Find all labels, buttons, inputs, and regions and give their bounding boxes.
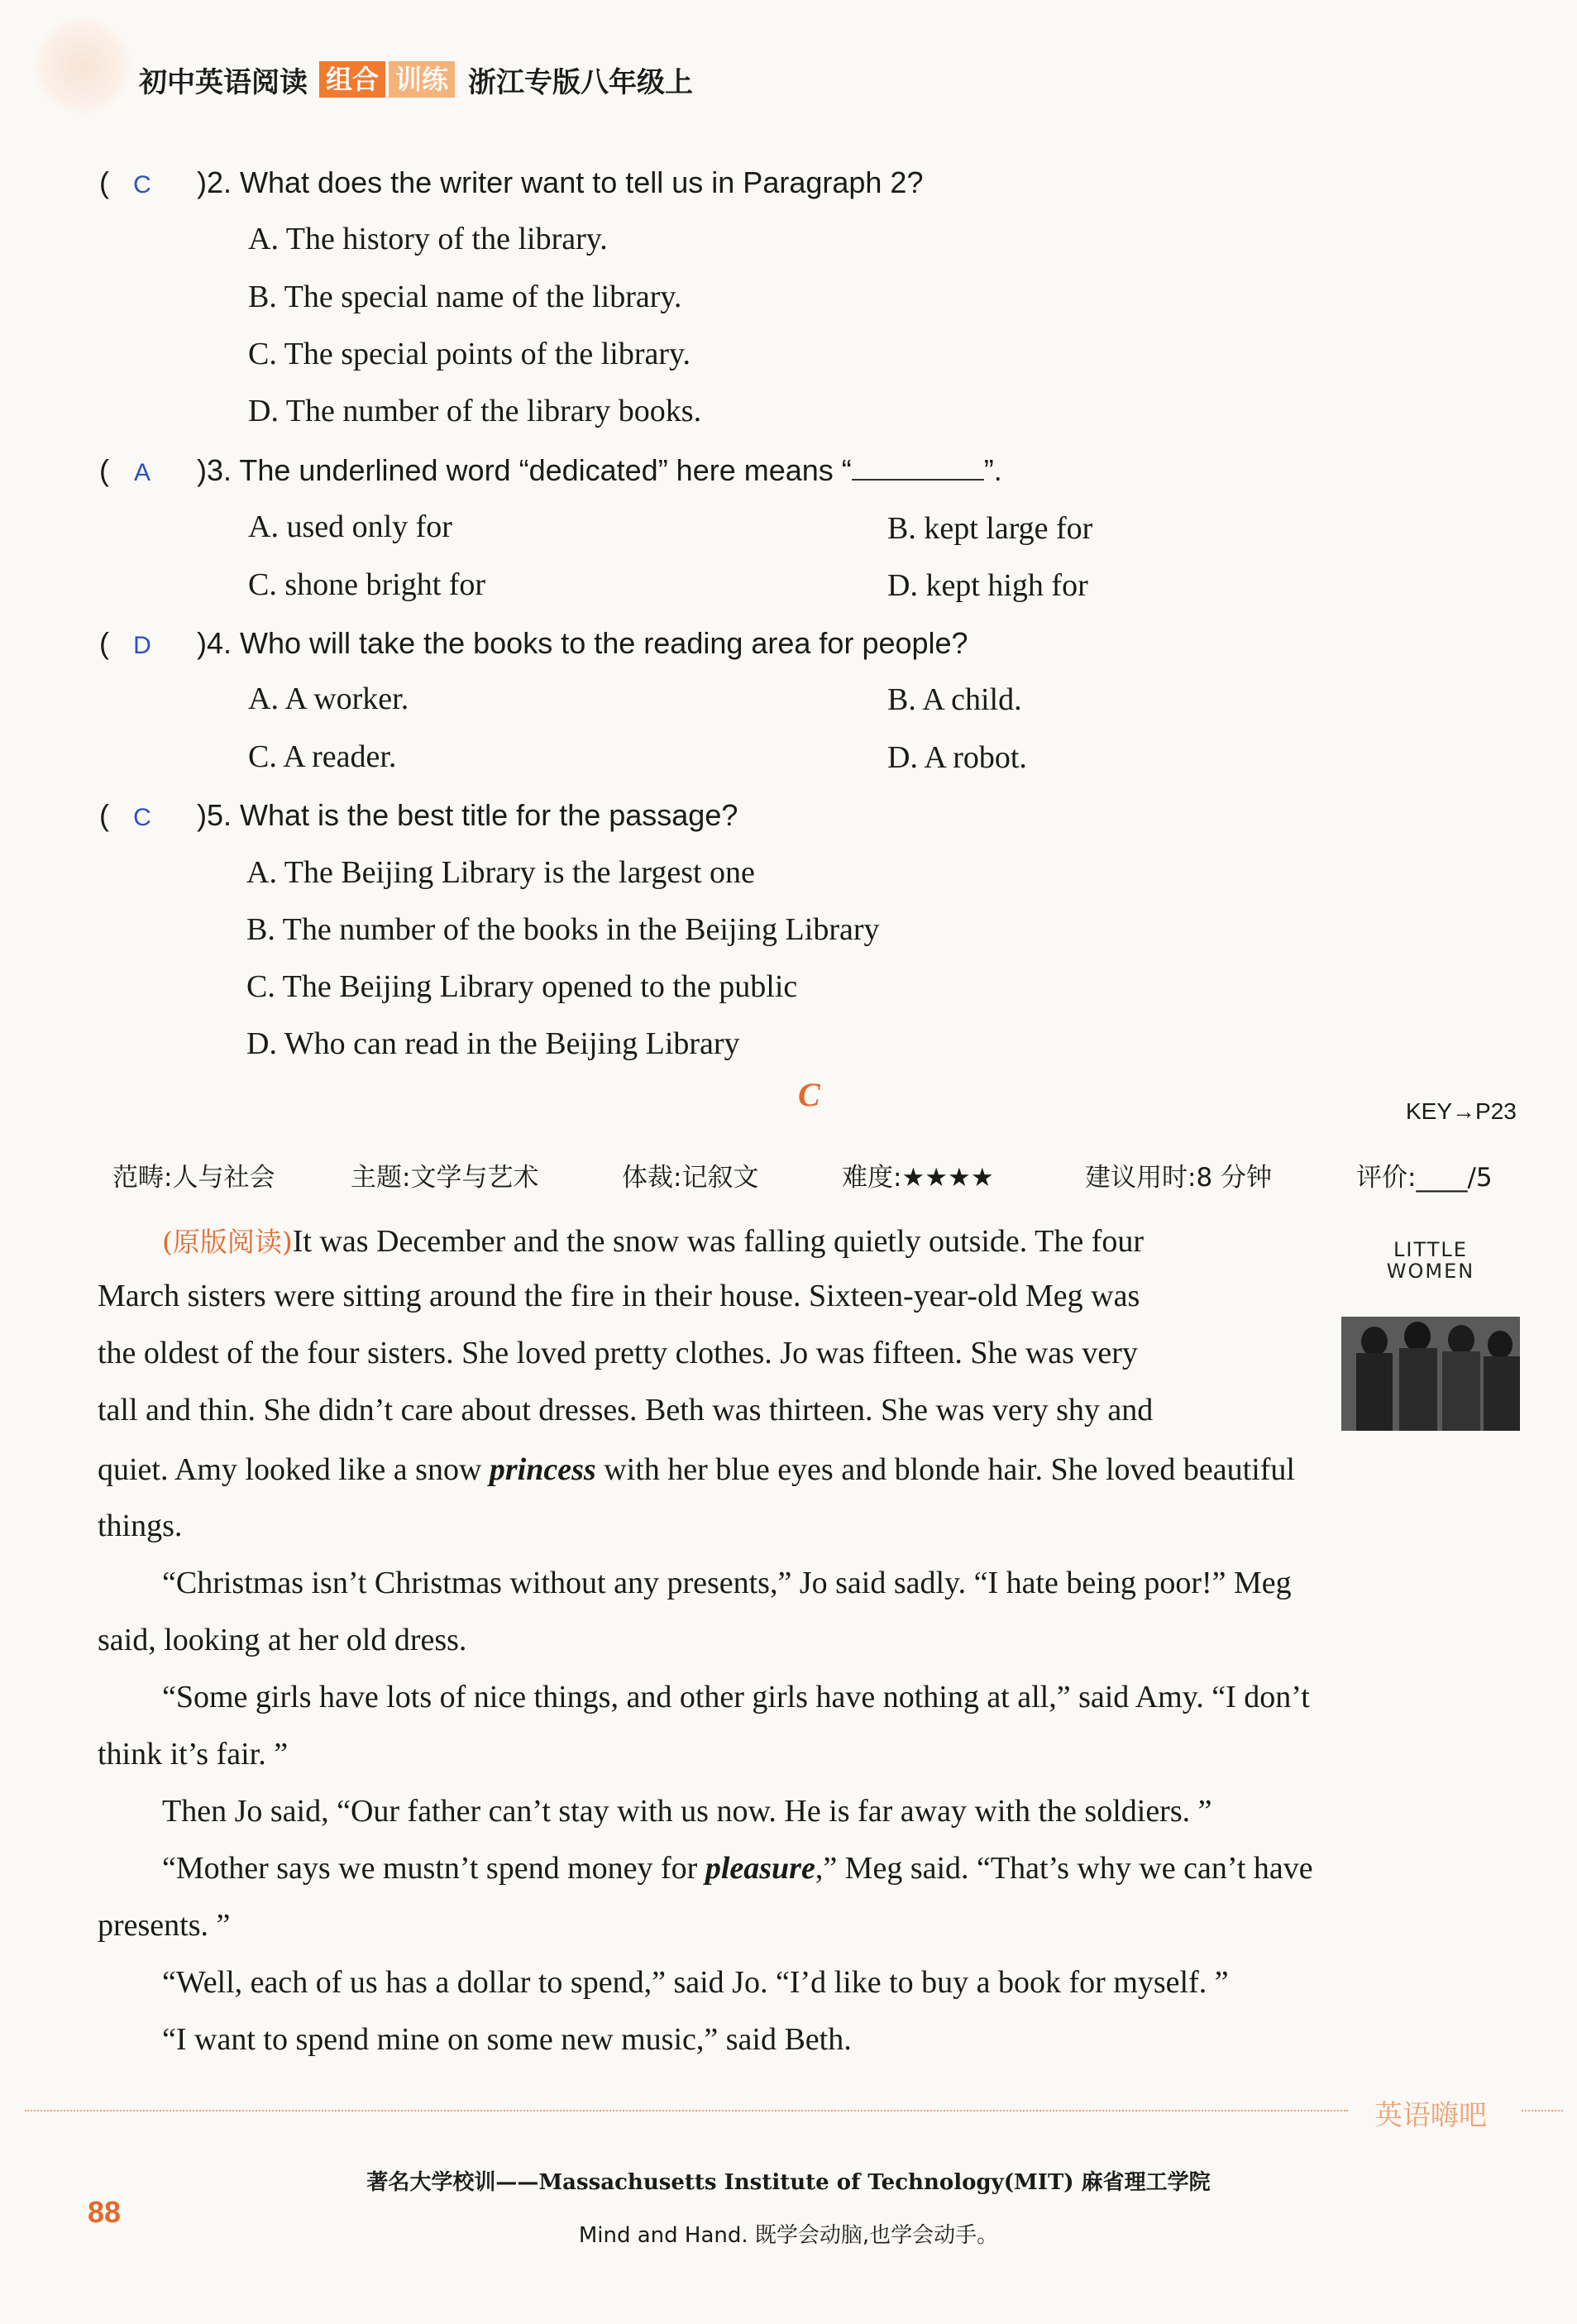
question-number: )3. bbox=[197, 453, 232, 487]
answer-mark: C bbox=[133, 804, 151, 831]
option: D. kept high for bbox=[887, 568, 1088, 603]
footer-divider bbox=[25, 2110, 1348, 2111]
footer-brand: 英语嗨吧 bbox=[1374, 2099, 1487, 2132]
option: C. shone bright for bbox=[248, 567, 486, 602]
option: A. used only for bbox=[248, 509, 452, 544]
option: B. The special name of the library. bbox=[248, 280, 682, 314]
book-series: 初中英语阅读 bbox=[139, 65, 308, 99]
passage-line: quiet. Amy looked like a snow princess with her blue eyes and blonde hair. She loved beautiful bbox=[98, 1452, 1295, 1487]
passage-line: Then Jo said, “Our father can’t stay with us now. He is far away with the soldiers. ” bbox=[162, 1794, 1212, 1829]
question-5: ( C )5. What is the best title for the passage? bbox=[99, 798, 738, 832]
cover-title-line1: LITTLE bbox=[1393, 1238, 1468, 1261]
question-text-end: ”. bbox=[983, 453, 1002, 487]
question-2: ( C )2. What does the writer want to tell us in Paragraph 2? bbox=[99, 165, 924, 199]
meta-rating: 评价:____/5 bbox=[1356, 1163, 1493, 1193]
question-number: )2. bbox=[197, 165, 232, 199]
passage-line: “Well, each of us has a dollar to spend,” said Jo. “I’d like to buy a book for myself. ” bbox=[162, 1965, 1229, 2000]
question-3: ( A )3. The underlined word “dedicated” here means “ ”. bbox=[99, 453, 1002, 487]
question-4: ( D )4. Who will take the books to the reading area for people? bbox=[99, 626, 968, 660]
option: C. The special points of the library. bbox=[248, 337, 691, 371]
corner-decoration bbox=[33, 17, 132, 116]
meta-time: 建议用时:8 分钟 bbox=[1085, 1163, 1273, 1193]
answer-mark: C bbox=[133, 171, 151, 198]
passage-line: think it’s fair. ” bbox=[98, 1737, 289, 1772]
question-text: The underlined word “dedicated” here means “ bbox=[239, 453, 852, 487]
option: D. A robot. bbox=[887, 740, 1027, 775]
page-header bbox=[139, 58, 693, 101]
answer-mark: D bbox=[133, 632, 151, 659]
passage-line: tall and thin. She didn’t care about dresses. Beth was thirteen. She was very shy and bbox=[98, 1393, 1154, 1427]
answer-blank bbox=[852, 454, 984, 481]
passage-line: “I want to spend mine on some new music,” said Beth. bbox=[162, 2022, 852, 2057]
passage-line: (原版阅读)It was December and the snow was falling quietly outside. The four bbox=[162, 1224, 1144, 1259]
header-tag-combo: 组合 bbox=[319, 61, 385, 98]
underlined-word-pleasure: pleasure bbox=[705, 1851, 815, 1886]
option: A. A worker. bbox=[248, 681, 409, 716]
footer-motto-text: Mind and Hand. 既学会动脑,也学会动手。 bbox=[578, 2223, 999, 2248]
option: C. The Beijing Library opened to the public bbox=[246, 969, 798, 1004]
passage-line: the oldest of the four sisters. She loved pretty clothes. Jo was fifteen. She was very bbox=[98, 1336, 1138, 1370]
passage-line: “Christmas isn’t Christmas without any presents,” Jo said sadly. “I hate being poor!” Meg bbox=[162, 1566, 1292, 1600]
option: A. The history of the library. bbox=[248, 222, 608, 256]
passage-line: things. bbox=[98, 1509, 183, 1543]
option: C. A reader. bbox=[248, 739, 397, 774]
underlined-word-princess: princess bbox=[489, 1452, 596, 1487]
page-number: 88 bbox=[88, 2195, 122, 2229]
option: B. The number of the books in the Beijing Library bbox=[246, 912, 880, 947]
passage-line: “Mother says we mustn’t spend money for pleasure,” Meg said. “That’s why we can’t have bbox=[162, 1851, 1313, 1886]
option: A. The Beijing Library is the largest one bbox=[246, 855, 755, 890]
header-tag-training: 训练 bbox=[389, 61, 455, 98]
book-cover-image bbox=[1341, 1229, 1520, 1431]
header-edition: 浙江专版八年级上 bbox=[468, 65, 694, 99]
footer-divider-end bbox=[1522, 2110, 1563, 2111]
meta-theme: 主题:文学与艺术 bbox=[351, 1163, 539, 1193]
option: D. Who can read in the Beijing Library bbox=[246, 1026, 740, 1061]
question-text: What does the writer want to tell us in Paragraph 2? bbox=[240, 165, 924, 199]
original-reading-tag: (原版阅读) bbox=[162, 1226, 293, 1258]
option: D. The number of the library books. bbox=[248, 394, 702, 428]
meta-difficulty: 难度:★★★★ bbox=[842, 1163, 994, 1193]
passage-line: March sisters were sitting around the fire in their house. Sixteen-year-old Meg was bbox=[98, 1279, 1140, 1313]
question-number: )4. bbox=[197, 626, 232, 660]
answer-mark: A bbox=[133, 459, 151, 486]
cover-photo bbox=[1341, 1317, 1520, 1431]
question-text: Who will take the books to the reading area for people? bbox=[240, 626, 968, 660]
question-number: )5. bbox=[197, 798, 232, 832]
passage-line: presents. ” bbox=[98, 1908, 231, 1943]
option: B. A child. bbox=[887, 682, 1022, 717]
passage-line: said, looking at her old dress. bbox=[98, 1623, 467, 1657]
question-text: What is the best title for the passage? bbox=[240, 798, 738, 832]
passage-line: “Some girls have lots of nice things, and other girls have nothing at all,” said Amy. “I don’t bbox=[162, 1680, 1310, 1714]
answer-key-ref: KEY→P23 bbox=[1406, 1098, 1517, 1124]
sisters-silhouette bbox=[1341, 1317, 1520, 1431]
footer-motto-title: 著名大学校训——Massachusetts Institute of Technology(MIT) 麻省理工学院 bbox=[366, 2170, 1211, 2195]
meta-genre: 体裁:记叙文 bbox=[622, 1163, 759, 1193]
section-letter: C bbox=[798, 1076, 820, 1113]
meta-domain: 范畴:人与社会 bbox=[112, 1163, 275, 1193]
cover-title-line2: WOMEN bbox=[1386, 1260, 1475, 1283]
option: B. kept large for bbox=[887, 511, 1093, 546]
